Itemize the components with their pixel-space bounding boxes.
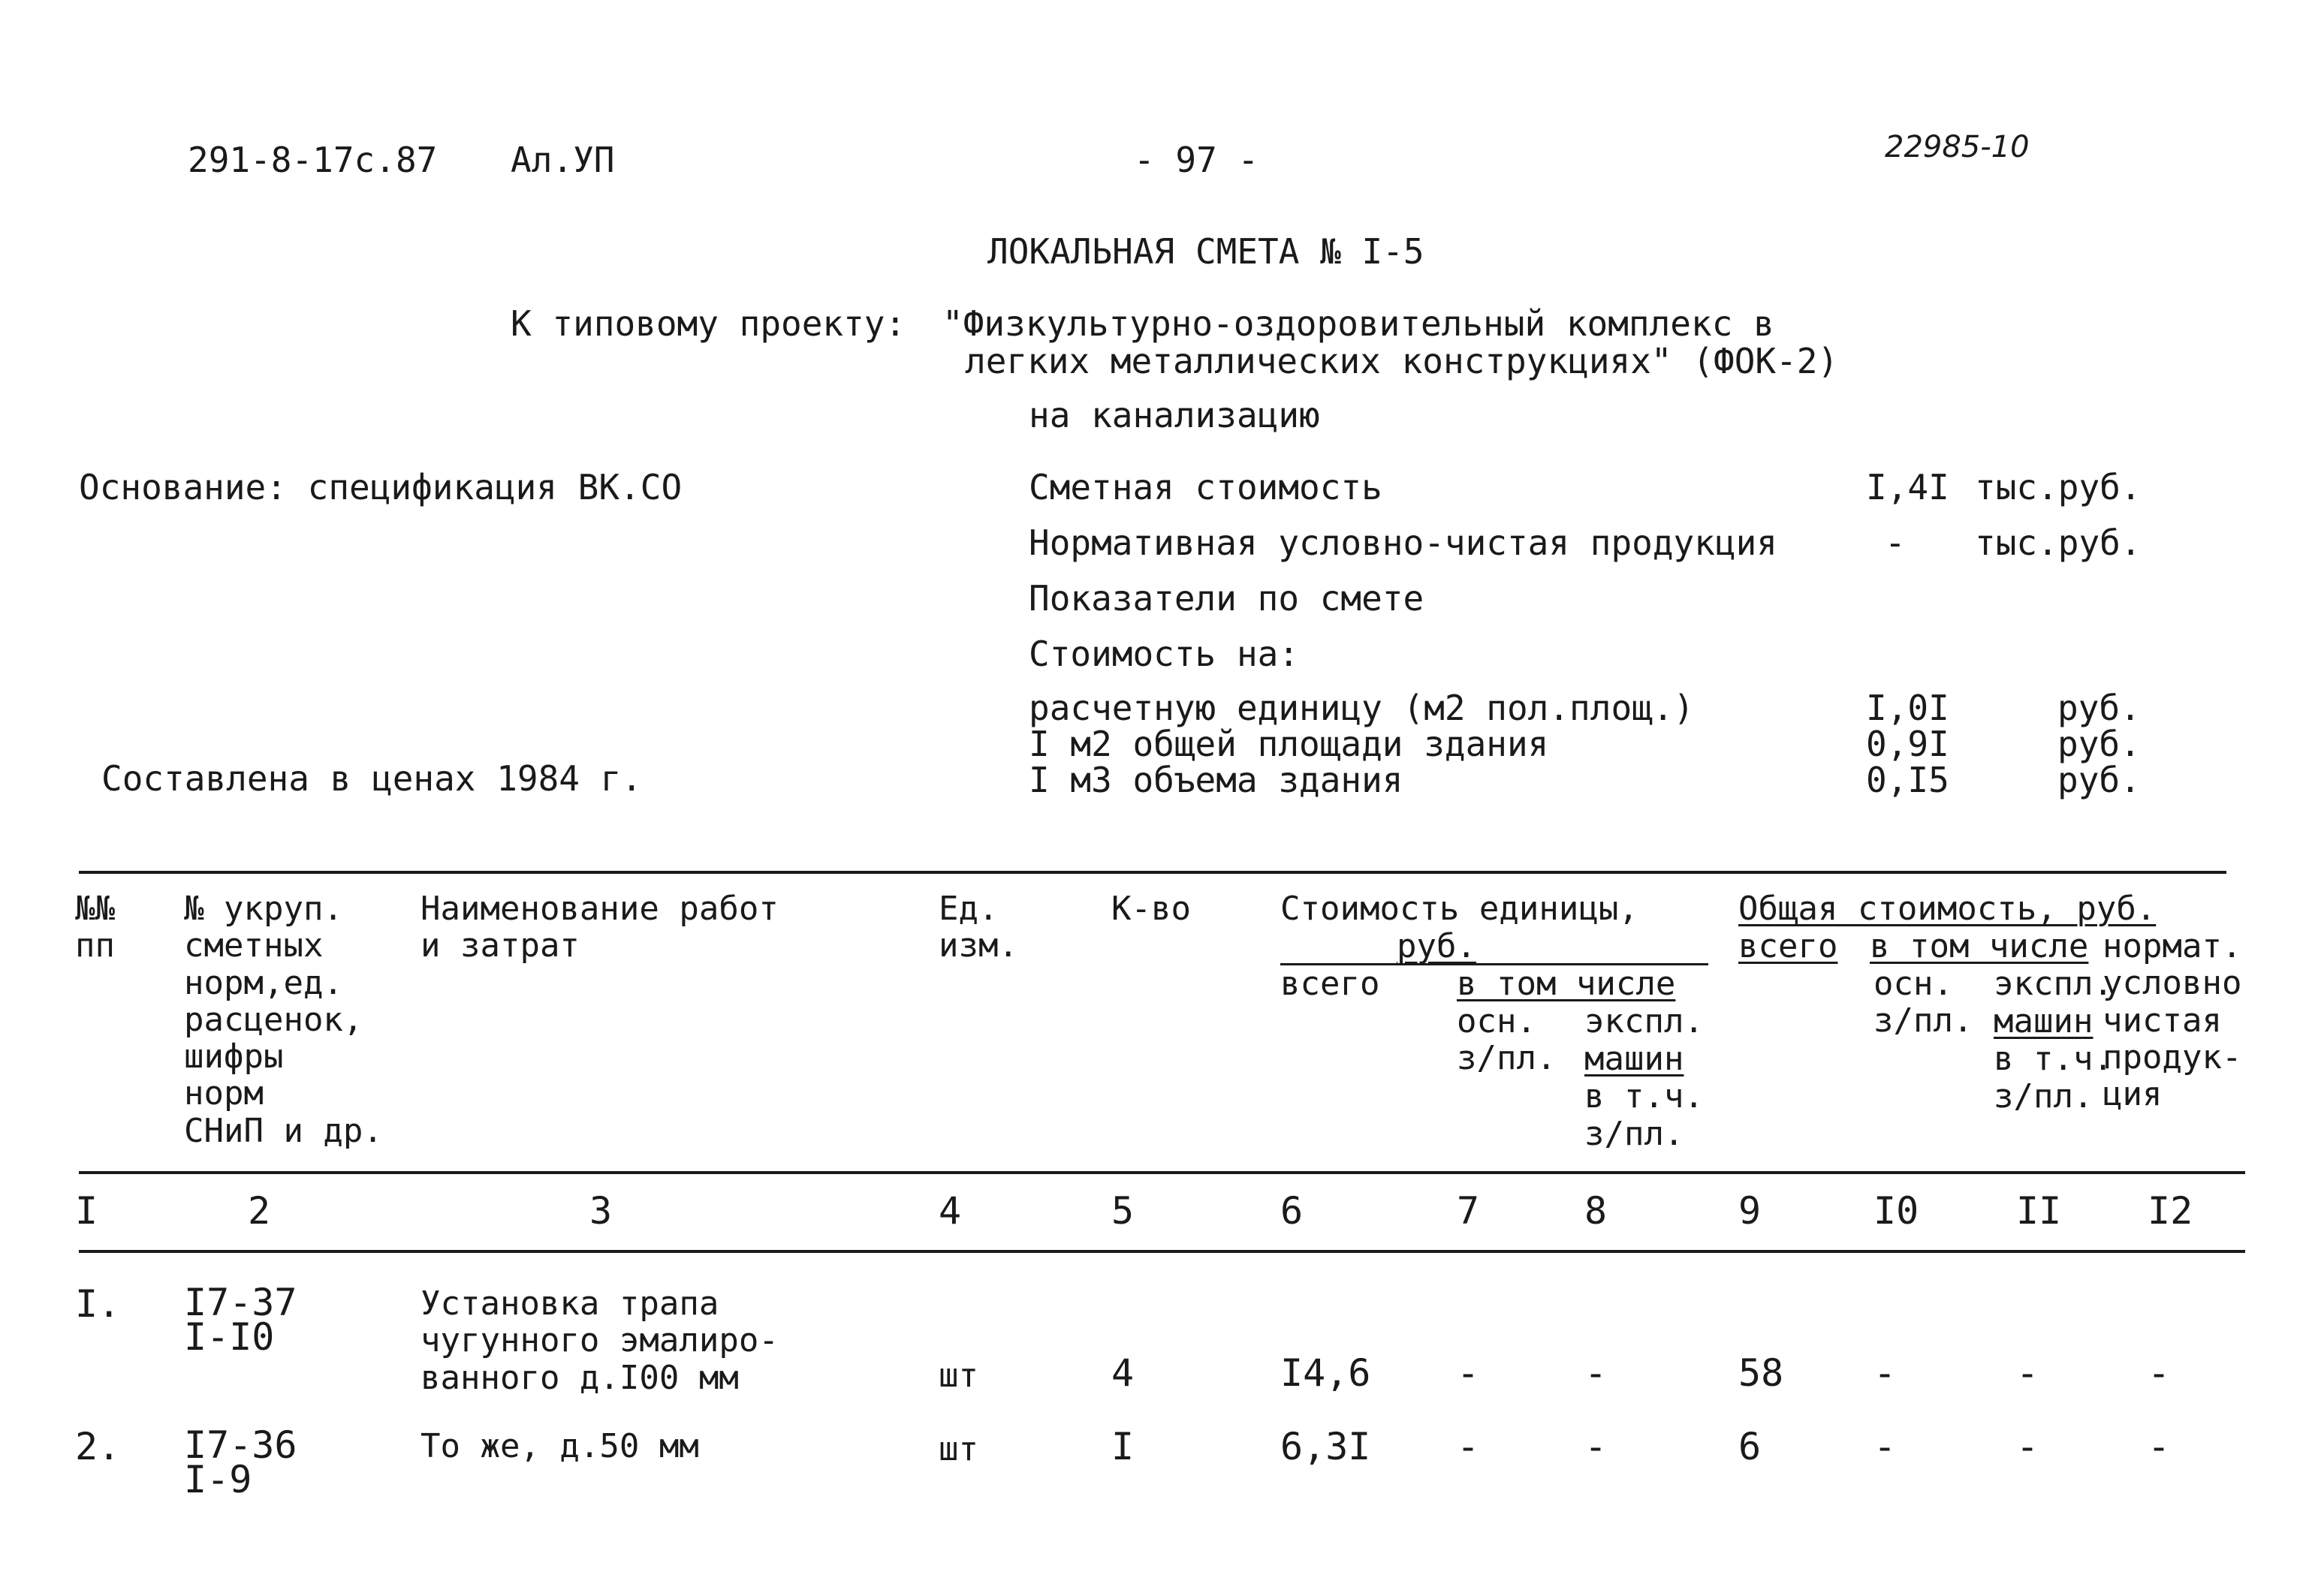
- summary-label: Нормативная условно-чистая продукция: [1029, 522, 1777, 563]
- document-code: 291-8-17с.87: [188, 140, 438, 180]
- header-bottom-rule: [79, 1171, 2245, 1174]
- unit-cost-title: Стоимость единицы,: [1280, 890, 1638, 928]
- basis-text: Основание: спецификация ВК.СО: [79, 467, 683, 507]
- column-number: 8: [1584, 1189, 1608, 1233]
- summary-unit: руб.: [2057, 724, 2141, 764]
- row-total: 58: [1738, 1351, 1784, 1395]
- page-number: - 97 -: [1134, 140, 1259, 180]
- col-header-unit-machine-3: в т.ч.: [1584, 1077, 1704, 1116]
- row-unit-total: 6,3I: [1280, 1425, 1371, 1468]
- row-net-product: -: [2148, 1425, 2171, 1468]
- row-unit-total: I4,6: [1280, 1351, 1371, 1395]
- unit-cost-breakdown-title: в том числе: [1457, 965, 1676, 1003]
- col-header-total-machine-4: з/пл.: [1994, 1077, 2093, 1116]
- column-number: I0: [1873, 1189, 1919, 1233]
- album-label: Ал.УП: [511, 140, 615, 180]
- row-total-base-wage: -: [1873, 1425, 1897, 1468]
- summary-label: I м2 общей площади здания: [1029, 724, 1549, 764]
- row-total-machine: -: [2016, 1351, 2039, 1395]
- row-norm-code: I7-37 I-I0: [184, 1281, 297, 1359]
- summary-label: Сметная стоимость: [1029, 467, 1382, 507]
- col-header-unit-machine: экспл.: [1584, 1002, 1704, 1040]
- table-top-rule: [79, 871, 2226, 874]
- col-header-unit-total: всего: [1280, 965, 1380, 1003]
- summary-unit: руб.: [2057, 760, 2141, 800]
- column-number: 3: [589, 1189, 613, 1233]
- col-header-work-name: Наименование работ и затрат: [421, 890, 779, 965]
- row-total: 6: [1738, 1425, 1762, 1468]
- col-header-total-machine-3: в т.ч.: [1994, 1040, 2113, 1078]
- summary-label: I м3 объема здания: [1029, 760, 1403, 800]
- column-number: 2: [248, 1189, 271, 1233]
- column-number: II: [2016, 1189, 2062, 1233]
- col-header-net-product: нормат. условно чистая продук- ция: [2103, 927, 2242, 1114]
- unit-cost-title-unit: руб.: [1397, 927, 1476, 965]
- row-unit-base-wage: -: [1457, 1351, 1480, 1395]
- estimate-subject: на канализацию: [1029, 395, 1320, 435]
- col-header-number: №№ пп: [75, 890, 115, 965]
- column-number: 7: [1457, 1189, 1480, 1233]
- col-header-total-base-wage: осн. з/пл.: [1873, 965, 1973, 1040]
- row-unit-base-wage: -: [1457, 1425, 1480, 1468]
- column-numbers-rule: [79, 1250, 2245, 1253]
- col-header-unit-machine-2: машин: [1584, 1040, 1684, 1078]
- price-level-text: Составлена в ценах 1984 г.: [101, 758, 643, 799]
- col-header-total: всего: [1738, 927, 1838, 965]
- column-number: 5: [1111, 1189, 1135, 1233]
- summary-unit: тыс.руб.: [1975, 522, 2142, 563]
- row-work-name: То же, д.50 мм: [421, 1427, 699, 1465]
- column-number: 9: [1738, 1189, 1762, 1233]
- project-name-line1: "Физкультурно-оздоровительный комплекс в: [942, 303, 1774, 344]
- row-unit: шт: [939, 1357, 978, 1395]
- document-number: 22985-10: [1885, 130, 2030, 164]
- col-header-unit-machine-4: з/пл.: [1584, 1115, 1684, 1153]
- col-header-unit: Ед. изм.: [939, 890, 1018, 965]
- column-number: I: [75, 1189, 98, 1233]
- column-number: I2: [2148, 1189, 2193, 1233]
- row-quantity: I: [1111, 1425, 1135, 1468]
- row-norm-code: I7-36 I-9: [184, 1423, 297, 1501]
- col-header-total-machine-2: машин: [1994, 1002, 2093, 1040]
- project-name-line2: легких металлических конструкциях" (ФОК-2): [965, 341, 1839, 381]
- summary-value: I,0I: [1866, 688, 1949, 728]
- col-header-total-machine: экспл.: [1994, 965, 2113, 1003]
- summary-label: Показатели по смете: [1029, 578, 1424, 619]
- row-quantity: 4: [1111, 1351, 1135, 1395]
- row-unit: шт: [939, 1430, 978, 1468]
- row-number: I.: [75, 1282, 121, 1326]
- summary-unit: тыс.руб.: [1975, 467, 2142, 507]
- summary-label: расчетную единицу (м2 пол.площ.): [1029, 688, 1695, 728]
- row-unit-machine: -: [1584, 1425, 1608, 1468]
- summary-value: -: [1885, 522, 1906, 563]
- summary-value: 0,I5: [1866, 760, 1949, 800]
- column-number: 6: [1280, 1189, 1304, 1233]
- column-number: 4: [939, 1189, 962, 1233]
- col-header-quantity: К-во: [1111, 890, 1191, 928]
- row-number: 2.: [75, 1425, 121, 1468]
- estimate-title: ЛОКАЛЬНАЯ СМЕТА № I-5: [987, 231, 1424, 272]
- col-header-unit-base-wage: осн. з/пл.: [1457, 1002, 1557, 1078]
- col-header-norm-code: № укруп. сметных норм,ед. расценок, шифры норм СНиП и др.: [184, 890, 383, 1150]
- row-work-name: Установка трапа чугунного эмалиро- ванного д.I00 мм: [421, 1284, 779, 1397]
- project-label: К типовому проекту:: [511, 303, 906, 344]
- row-unit-machine: -: [1584, 1351, 1608, 1395]
- summary-label: Стоимость на:: [1029, 634, 1300, 674]
- summary-value: I,4I: [1866, 467, 1949, 507]
- row-net-product: -: [2148, 1351, 2171, 1395]
- summary-value: 0,9I: [1866, 724, 1949, 764]
- row-total-base-wage: -: [1873, 1351, 1897, 1395]
- summary-unit: руб.: [2057, 688, 2141, 728]
- total-cost-breakdown-title: в том числе: [1870, 927, 2089, 965]
- row-total-machine: -: [2016, 1425, 2039, 1468]
- total-cost-title: Общая стоимость, руб.: [1738, 890, 2157, 928]
